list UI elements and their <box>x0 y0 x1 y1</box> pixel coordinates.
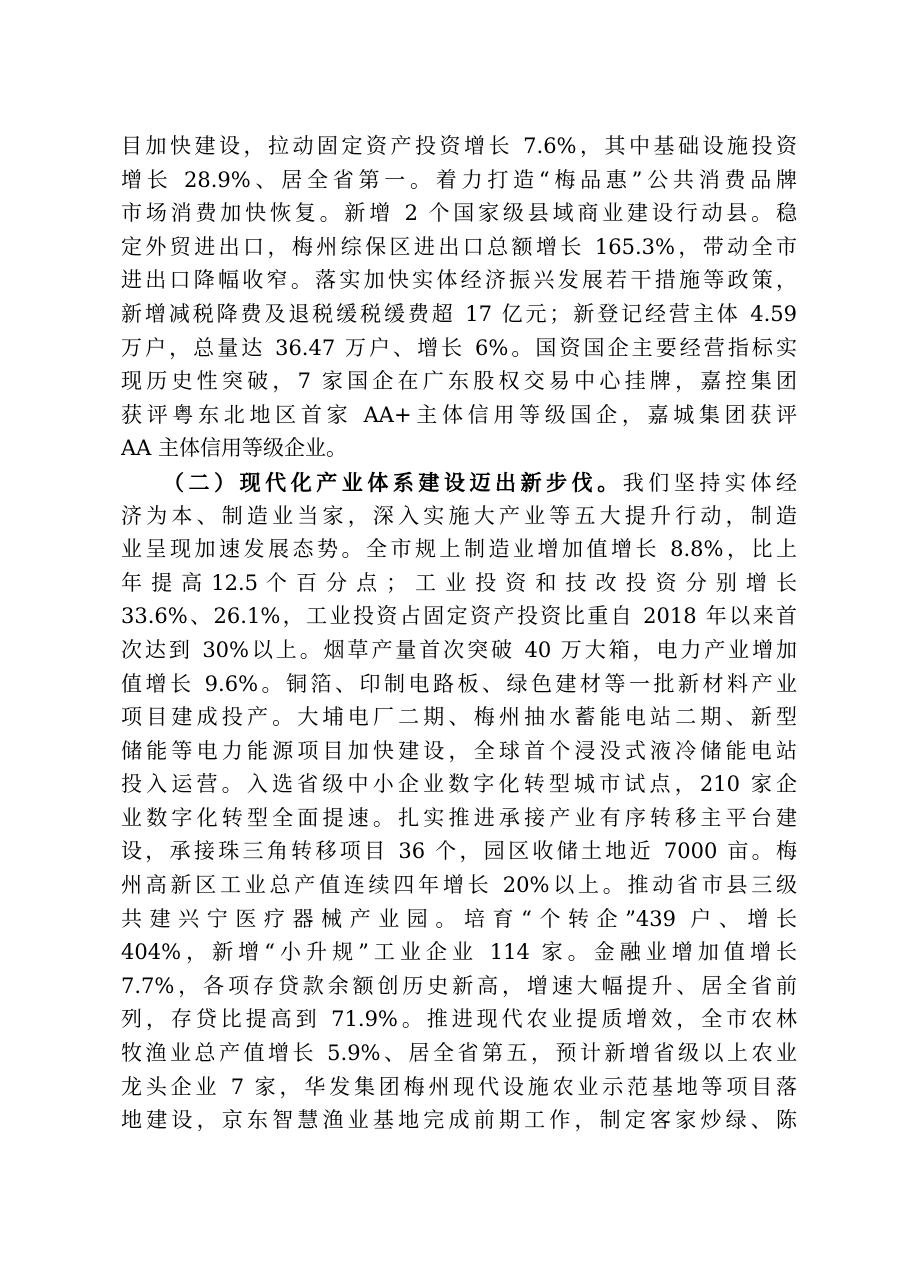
text-line: 增长 28.9%、居全省第一。着力打造“梅品惠”公共消费品牌 <box>121 167 797 192</box>
text-line: 7.7%，各项存贷款余额创历史新高，增速大幅提升、居全省前 <box>121 973 797 998</box>
text-line: 新增减税降费及退税缓税缓费超 17 亿元；新登记经营主体 4.59 <box>121 301 797 326</box>
text-line: 业数字化转型全面提速。扎实推进承接产业有序转移主平台建 <box>121 805 797 830</box>
section-heading: （二）现代化产业体系建设迈出新步伐。 <box>163 469 623 495</box>
text-line: 投入运营。入选省级中小企业数字化转型城市试点，210 家企 <box>121 772 797 797</box>
text-line: 列，存贷比提高到 71.9%。推进现代农业提质增效，全市农林 <box>121 1007 797 1032</box>
text-line: 获评粤东北地区首家 AA+主体信用等级国企，嘉城集团获评 <box>121 402 797 427</box>
text-line <box>121 466 797 500</box>
text-line: 次达到 30%以上。烟草产量首次突破 40 万大箱，电力产业增加 <box>121 637 797 662</box>
text-line: 项目建成投产。大埔电厂二期、梅州抽水蓄能电站二期、新型 <box>121 705 797 730</box>
text-line: 市场消费加快恢复。新增 2 个国家级县域商业建设行动县。稳 <box>121 201 797 226</box>
text-line: 现历史性突破，7 家国企在广东股权交易中心挂牌，嘉控集团 <box>121 369 797 394</box>
paragraph-1 <box>121 130 797 466</box>
text-line: 值增长 9.6%。铜箔、印制电路板、绿色建材等一批新材料产业 <box>121 671 797 696</box>
text-line: 目加快建设，拉动固定资产投资增长 7.6%，其中基础设施投资 <box>121 134 797 158</box>
text-line: 设，承接珠三角转移项目 36 个，园区收储土地近 7000 亩。梅 <box>121 839 797 864</box>
text-line: 牧渔业总产值增长 5.9%、居全省第五，预计新增省级以上农业 <box>121 1041 797 1066</box>
text-line: 404%，新增“小升规”工业企业 114 家。金融业增加值增长 <box>121 940 797 965</box>
text-line: 定外贸进出口，梅州综保区进出口总额增长 165.3%，带动全市 <box>121 234 797 259</box>
text-line: 业呈现加速发展态势。全市规上制造业增加值增长 8.8%，比上 <box>121 537 797 562</box>
text-run: 我们坚持实体经 <box>622 470 797 495</box>
text-line: 龙头企业 7 家，华发集团梅州现代设施农业示范基地等项目落 <box>121 1074 797 1099</box>
text-line: 州高新区工业总产值连续四年增长 20%以上。推动省市县三级 <box>121 873 797 898</box>
paragraph-2 <box>121 466 797 1138</box>
text-line: 共建兴宁医疗器械产业园。培育“个转企”439 户、增长 <box>121 906 797 931</box>
text-line: 进出口降幅收窄。落实加快实体经济振兴发展若干措施等政策， <box>121 268 797 293</box>
text-line: 33.6%、26.1%，工业投资占固定资产投资比重自 2018 年以来首 <box>121 604 797 629</box>
body-text <box>121 130 797 1138</box>
text-line: 济为本、制造业当家，深入实施大产业等五大提升行动，制造 <box>121 503 797 528</box>
text-line: 储能等电力能源项目加快建设，全球首个浸没式液冷储能电站 <box>121 738 797 763</box>
text-line: 地建设，京东智慧渔业基地完成前期工作，制定客家炒绿、陈 <box>121 1108 797 1133</box>
text-line: AA 主体信用等级企业。 <box>121 436 348 461</box>
text-line: 万户，总量达 36.47 万户、增长 6%。国资国企主要经营指标实 <box>121 335 797 360</box>
text-line: 年 提 高 12.5 个 百 分 点 ； 工 业 投 资 和 技 改 投 资 分 别 增 长 <box>121 570 797 595</box>
